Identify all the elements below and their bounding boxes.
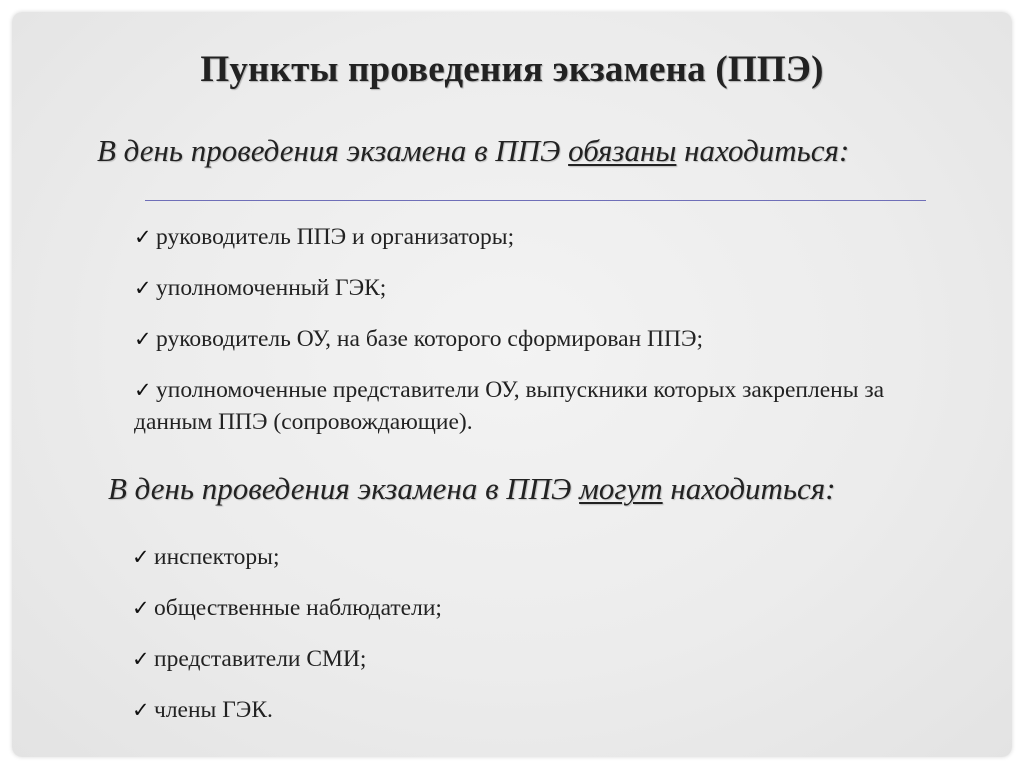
checkmark-icon: ✓ [132,596,150,620]
list-item [134,374,934,438]
heading-must-be-present [97,133,849,169]
checkmark-icon: ✓ [134,276,152,300]
checkmark-icon: ✓ [134,327,152,351]
heading-may-text-before: В день проведения экзамена в ППЭ [108,471,580,506]
list-item [134,323,934,355]
list-item-text: инспекторы; [154,544,280,570]
list-item [134,272,934,304]
list-item-text: общественные наблюдатели; [154,595,442,621]
list-item [132,541,932,573]
list-item-text: уполномоченные представители ОУ, выпускники которых закреплены за данным ППЭ (сопровождающие). [134,377,885,435]
list-item-text: уполномоченный ГЭК; [156,275,387,301]
checkmark-icon: ✓ [134,378,152,402]
slide [12,12,1012,757]
may-be-present-list [132,541,932,745]
heading-must-text-before: В день проведения экзамена в ППЭ [97,133,569,168]
heading-may-emphasis: могут [579,471,663,506]
checkmark-icon: ✓ [132,698,150,722]
list-item [132,592,932,624]
list-item-text: представители СМИ; [154,646,367,672]
heading-must-emphasis: обязаны [568,133,677,168]
list-item [134,221,934,253]
heading-must-text-after: находиться: [676,133,850,168]
list-item-text: руководитель ОУ, на базе которого сформирован ППЭ; [156,326,704,352]
checkmark-icon: ✓ [134,225,152,249]
checkmark-icon: ✓ [132,545,150,569]
slide-title: Пункты проведения экзамена (ППЭ) [200,49,824,90]
heading-may-text-after: находиться: [662,471,836,506]
divider-line [145,200,926,201]
must-be-present-list [134,221,934,457]
list-item-text: члены ГЭК. [154,697,273,723]
heading-may-be-present [108,471,836,507]
checkmark-icon: ✓ [132,647,150,671]
list-item [132,694,932,726]
list-item [132,643,932,675]
list-item-text: руководитель ППЭ и организаторы; [156,224,515,250]
